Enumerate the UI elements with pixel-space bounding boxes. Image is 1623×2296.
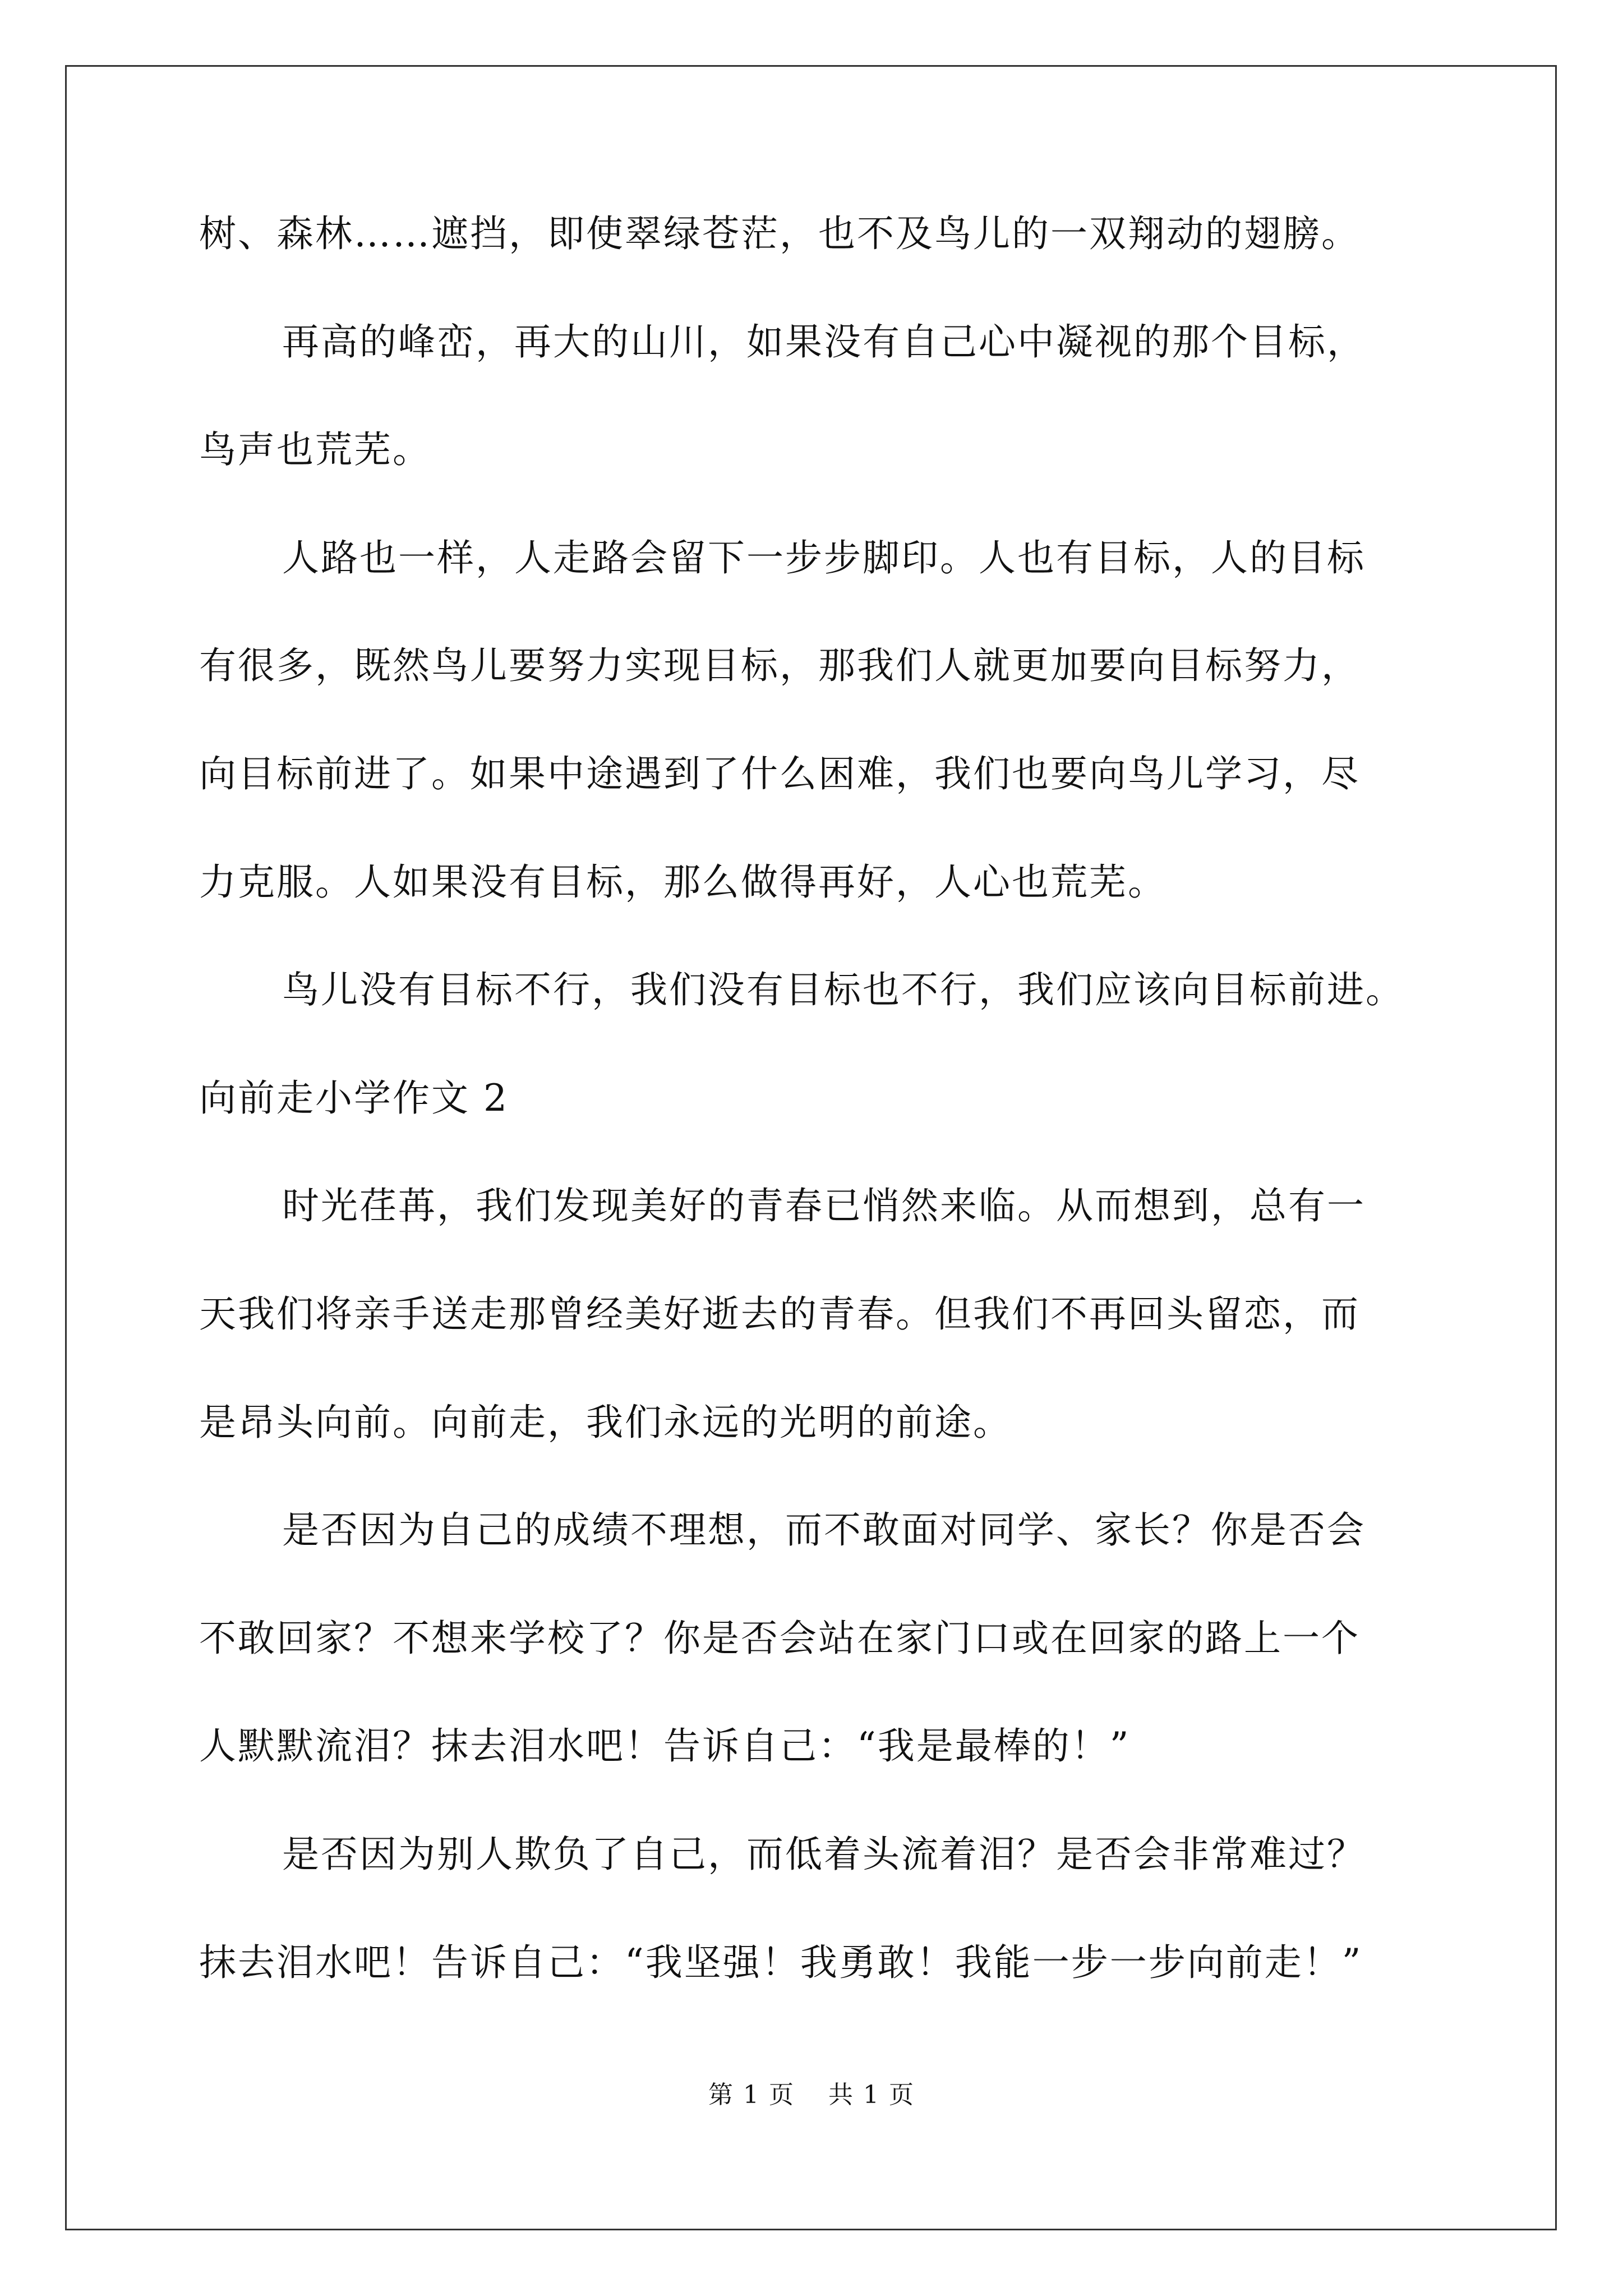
paragraph-line: 鸟儿没有目标不行，我们没有目标也不行，我们应该向目标前进。: [282, 968, 1404, 1012]
paragraph-line: 天我们将亲手送走那曾经美好逝去的青春。但我们不再回头留恋，而: [199, 1292, 1360, 1336]
paragraph-line: 人默默流泪？抹去泪水吧！告诉自己：“我是最棒的！”: [199, 1724, 1131, 1768]
paragraph-line: 抹去泪水吧！告诉自己：“我坚强！我勇敢！我能一步一步向前走！”: [199, 1940, 1363, 1984]
paragraph-line: 不敢回家？不想来学校了？你是否会站在家门口或在回家的路上一个: [199, 1616, 1360, 1660]
paragraph-line: 是昂头向前。向前走，我们永远的光明的前途。: [199, 1400, 1012, 1444]
section-heading: 向前走小学作文 2: [199, 1076, 509, 1120]
document-body: [199, 210, 1489, 2047]
paragraph-line: 人路也一样，人走路会留下一步步脚印。人也有目标，人的目标: [282, 536, 1366, 579]
page-footer: [0, 2078, 1623, 2112]
paragraph-line: 再高的峰峦，再大的山川，如果没有自己心中凝视的那个目标，: [282, 320, 1366, 364]
page-number: 第 1 页: [708, 2081, 795, 2109]
paragraph-line: 力克服。人如果没有目标，那么做得再好，人心也荒芜。: [199, 860, 1166, 904]
paragraph-line: 向目标前进了。如果中途遇到了什么困难，我们也要向鸟儿学习，尽: [199, 752, 1360, 795]
paragraph-line: 是否因为自己的成绩不理想，而不敢面对同学、家长？你是否会: [282, 1508, 1366, 1552]
paragraph-line: 是否因为别人欺负了自己，而低着头流着泪？是否会非常难过？: [282, 1832, 1366, 1876]
paragraph-line: 有很多，既然鸟儿要努力实现目标，那我们人就更加要向目标努力，: [199, 644, 1360, 688]
paragraph-line: 鸟声也荒芜。: [199, 428, 431, 472]
paragraph-line: 时光荏苒，我们发现美好的青春已悄然来临。从而想到，总有一: [282, 1184, 1366, 1228]
paragraph-line: 树、森林……遮挡，即使翠绿苍茫，也不及鸟儿的一双翔动的翅膀。: [199, 212, 1360, 255]
page-total: 共 1 页: [828, 2081, 915, 2109]
